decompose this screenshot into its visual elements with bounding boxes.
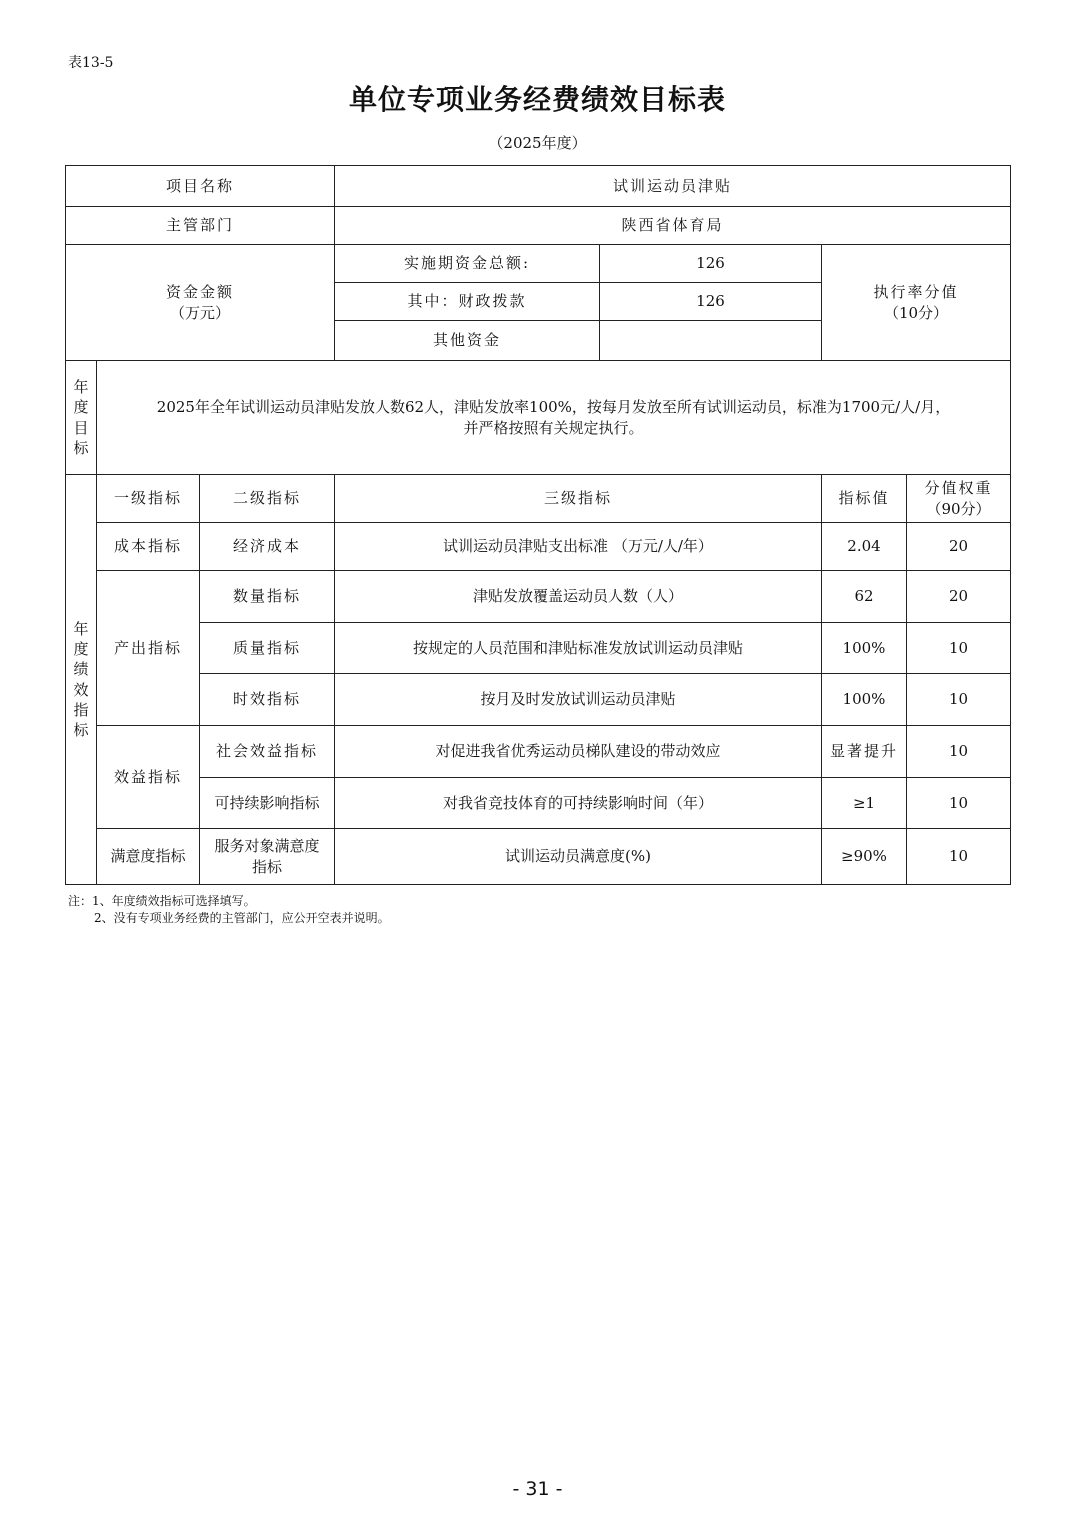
indicator-label-char: 度: [73, 640, 89, 658]
weight-cell: 10: [907, 778, 1011, 829]
group-output: 产出指标: [97, 571, 200, 726]
department-value: 陕西省体育局: [335, 207, 1011, 245]
department-label: 主管部门: [66, 207, 335, 245]
level2-line1: 服务对象满意度: [214, 837, 320, 856]
weight-cell: 10: [907, 829, 1011, 885]
weight-cell: 10: [907, 726, 1011, 778]
funds-fiscal-label: 其中：财政拨款: [335, 283, 600, 321]
header-level1: 一级指标: [97, 475, 200, 523]
level3-cell: 试训运动员满意度(%): [335, 829, 822, 885]
weight-cell: 20: [907, 571, 1011, 623]
project-name-row: [66, 166, 1011, 207]
value-cell: 62: [822, 571, 907, 623]
level3-cell: 对我省竞技体育的可持续影响时间（年）: [335, 778, 822, 829]
note-line2: 2、没有专项业务经费的主管部门，应公开空表并说明。: [94, 911, 390, 926]
header-weight-line2: （90分）: [926, 499, 991, 518]
exec-rate-label: [822, 245, 1011, 361]
level3-cell: 按规定的人员范围和津贴标准发放试训运动员津贴: [335, 623, 822, 674]
annual-goal-label-char: 目: [73, 418, 89, 437]
value-cell: 显著提升: [822, 726, 907, 778]
group-satisfaction: 满意度指标: [97, 829, 200, 885]
group-benefit: 效益指标: [97, 726, 200, 829]
page-number: - 31 -: [512, 1478, 563, 1500]
table-row: [66, 674, 1011, 726]
table-row: [66, 571, 1011, 623]
header-weight: [907, 475, 1011, 523]
project-name-value: 试训运动员津贴: [335, 166, 1011, 207]
performance-target-table: [65, 165, 1011, 885]
project-name-label: 项目名称: [66, 166, 335, 207]
funds-total-row: [66, 245, 1011, 283]
document-title: 单位专项业务经费绩效目标表: [348, 83, 726, 116]
level2-cell: 经济成本: [200, 523, 335, 571]
value-cell: 100%: [822, 674, 907, 726]
department-row: [66, 207, 1011, 245]
table-row: [66, 523, 1011, 571]
level2-cell: 数量指标: [200, 571, 335, 623]
level2-cell: 时效指标: [200, 674, 335, 726]
value-cell: ≥1: [822, 778, 907, 829]
table-id: 表13-5: [68, 55, 114, 71]
weight-cell: 20: [907, 523, 1011, 571]
header-value: 指标值: [822, 475, 907, 523]
value-cell: ≥90%: [822, 829, 907, 885]
indicator-label-char: 标: [73, 721, 89, 739]
level3-cell: 试训运动员津贴支出标准 （万元/人/年）: [335, 523, 822, 571]
annual-goal-line1: 2025年全年试训运动员津贴发放人数62人，津贴发放率100%，按每月发放至所有试训运动员，标准为1700元/人/月，: [156, 398, 951, 417]
exec-rate-line2: （10分）: [883, 303, 949, 322]
level3-cell: 对促进我省优秀运动员梯队建设的带动效应: [335, 726, 822, 778]
table-row: [66, 829, 1011, 885]
note-line1: 注：1、年度绩效指标可选择填写。: [68, 894, 256, 908]
annual-goal-row: [66, 361, 1011, 475]
indicator-label-char: 效: [73, 680, 89, 699]
annual-goal-label-char: 标: [73, 438, 89, 457]
funds-label-line1: 资金金额: [165, 283, 234, 302]
funds-other-value: [600, 321, 822, 361]
annual-goal-line2: 并严格按照有关规定执行。: [463, 418, 644, 437]
notes: [68, 893, 390, 928]
funds-fiscal-value: 126: [600, 283, 822, 321]
funds-other-label: 其他资金: [335, 321, 600, 361]
funds-total-label: 实施期资金总额:: [335, 245, 600, 283]
level3-cell: 津贴发放覆盖运动员人数（人）: [335, 571, 822, 623]
level3-cell: 按月及时发放试训运动员津贴: [335, 674, 822, 726]
indicator-header-row: [66, 475, 1011, 523]
table-row: [66, 726, 1011, 778]
level2-line2: 指标: [251, 857, 282, 876]
exec-rate-line1: 执行率分值: [873, 283, 959, 302]
annual-goal-label-char: 度: [73, 398, 89, 417]
weight-cell: 10: [907, 623, 1011, 674]
table-row: [66, 778, 1011, 829]
header-level3: 三级指标: [335, 475, 822, 523]
header-weight-line1: 分值权重: [924, 479, 993, 498]
indicator-label-char: 年: [73, 619, 89, 638]
level2-cell: 社会效益指标: [200, 726, 335, 778]
annual-goal-label-char: 年: [73, 378, 89, 396]
annual-indicator-label: [66, 475, 97, 885]
annual-goal-label: [66, 361, 97, 475]
funds-label: [66, 245, 335, 361]
funds-label-line2: （万元）: [169, 303, 230, 322]
annual-goal-text: [97, 361, 1011, 475]
weight-cell: 10: [907, 674, 1011, 726]
funds-total-value: 126: [600, 245, 822, 283]
indicator-label-char: 绩: [73, 660, 89, 679]
header-level2: 二级指标: [200, 475, 335, 523]
table-row: [66, 623, 1011, 674]
value-cell: 100%: [822, 623, 907, 674]
value-cell: 2.04: [822, 523, 907, 571]
group-cost: 成本指标: [97, 523, 200, 571]
indicator-label-char: 指: [73, 700, 89, 719]
level2-cell: 可持续影响指标: [200, 778, 335, 829]
level2-cell: [200, 829, 335, 885]
document-year: （2025年度）: [488, 134, 587, 152]
level2-cell: 质量指标: [200, 623, 335, 674]
